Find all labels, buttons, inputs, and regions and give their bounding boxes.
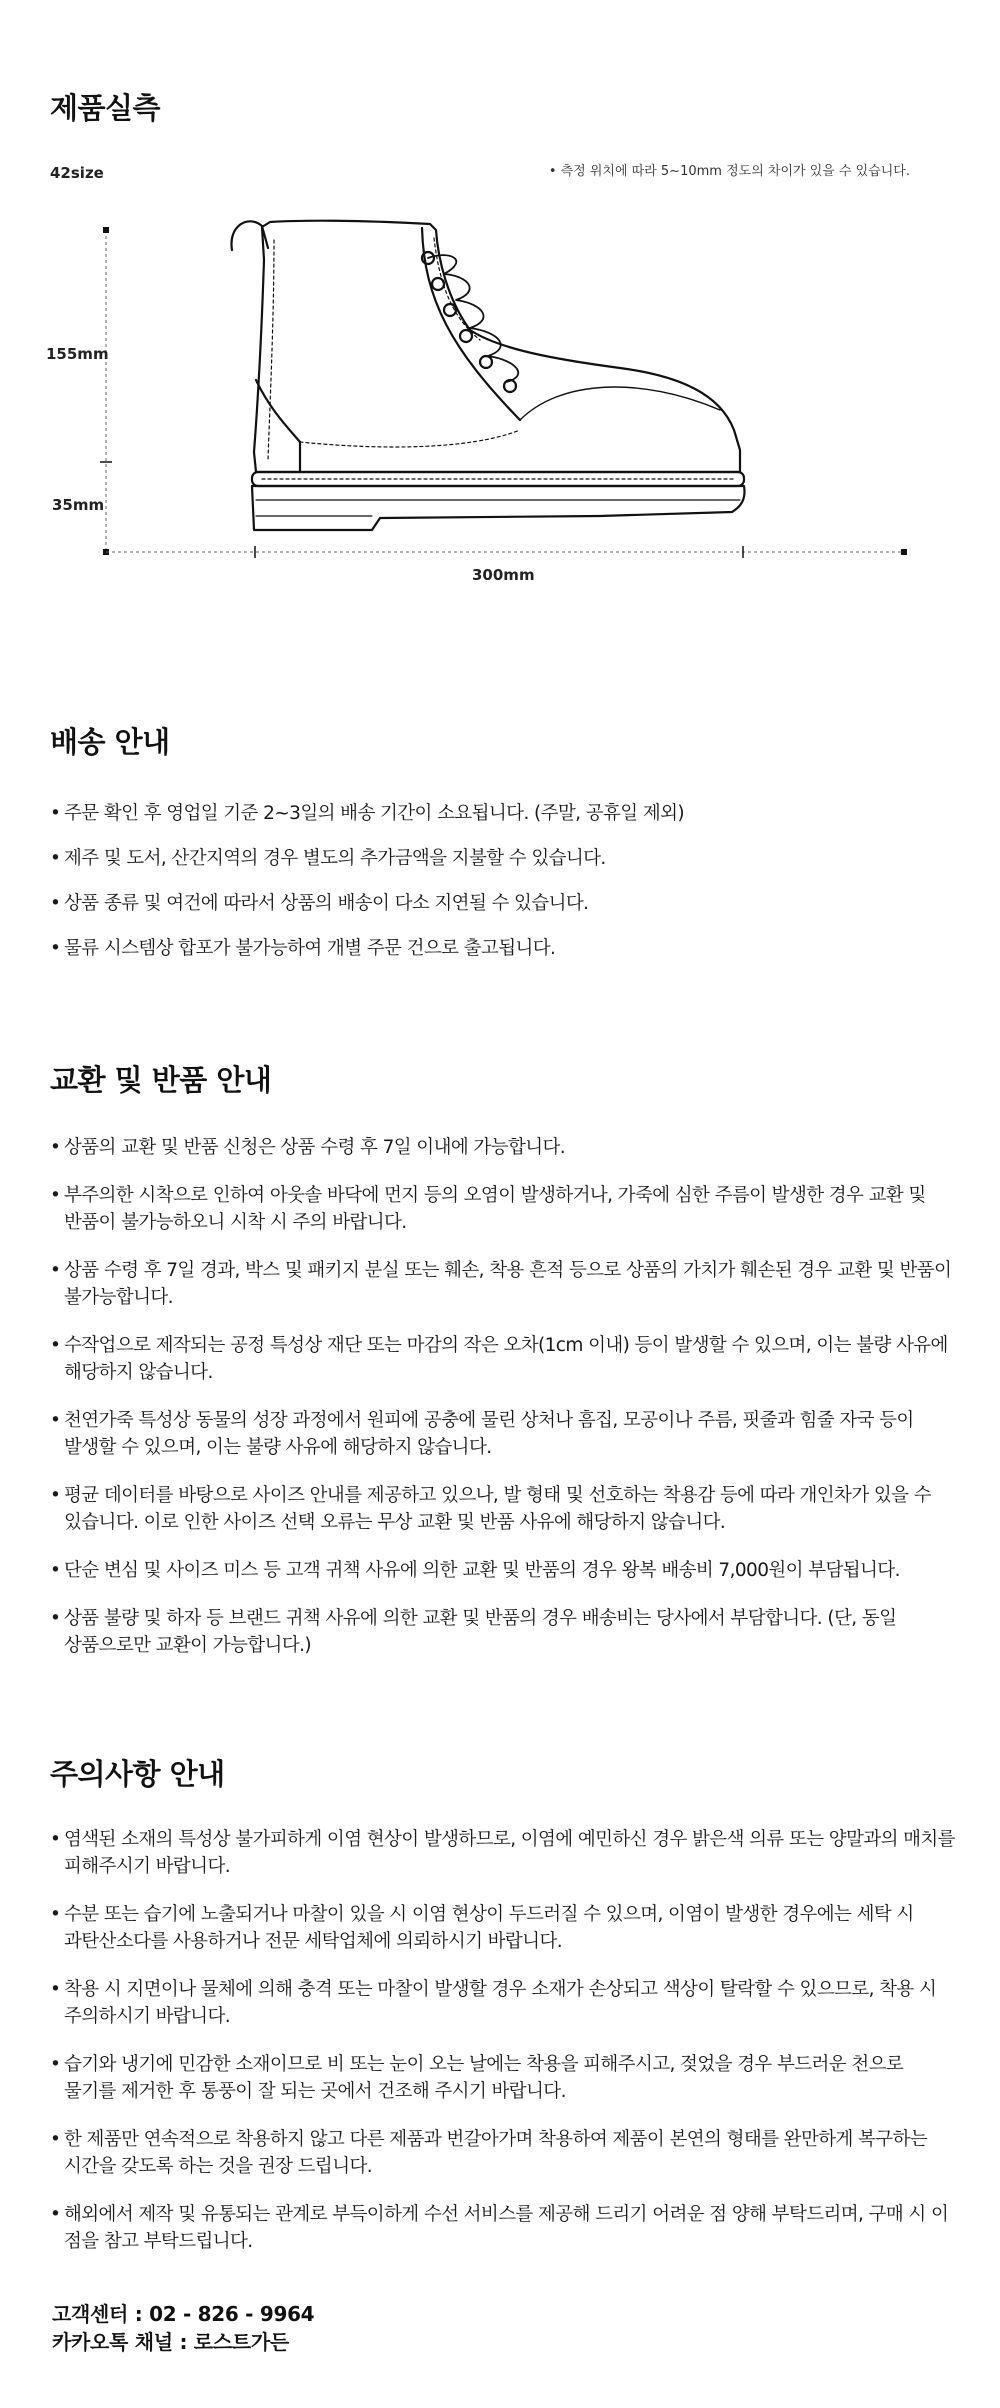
caution-list bbox=[50, 1826, 955, 2255]
list-item: • 해외에서 제작 및 유통되는 관계로 부득이하게 수선 서비스를 제공해 드리기 어려운 점 양해 부탁드리며, 구매 시 이 점을 참고 부탁드립니다. bbox=[50, 2201, 955, 2255]
size-label: 42size bbox=[50, 164, 104, 182]
shipping-list bbox=[50, 800, 955, 962]
list-item: • 평균 데이터를 바탕으로 사이즈 안내를 제공하고 있으나, 발 형태 및 선호하는 착용감 등에 따라 개인차가 있을 수 있습니다. 이로 인한 사이즈 선택 오류는 무상 교환 및 반품 사유에 해당하지 않습니다. bbox=[50, 1482, 955, 1536]
list-item: • 상품 종류 및 여건에 따라서 상품의 배송이 다소 지연될 수 있습니다. bbox=[50, 890, 955, 917]
shipping-title: 배송 안내 bbox=[50, 725, 170, 759]
list-item: • 상품 수령 후 7일 경과, 박스 및 패키지 분실 또는 훼손, 착용 흔적 등으로 상품의 가치가 훼손된 경우 교환 및 반품이 불가능합니다. bbox=[50, 1257, 955, 1311]
kakao-channel: 카카오톡 채널 : 로스트가든 bbox=[52, 2330, 289, 2354]
height-label: 155mm bbox=[46, 345, 109, 363]
measure-title: 제품실측 bbox=[50, 91, 161, 125]
heel-label: 35mm bbox=[52, 496, 105, 514]
length-label: 300mm bbox=[472, 566, 535, 584]
caution-title: 주의사항 안내 bbox=[50, 1757, 225, 1791]
customer-center-phone: 고객센터 : 02 - 826 - 9964 bbox=[52, 2302, 315, 2326]
list-item: • 물류 시스템상 합포가 불가능하여 개별 주문 건으로 출고됩니다. bbox=[50, 935, 955, 962]
boot-outline-icon bbox=[231, 221, 744, 530]
exchange-list bbox=[50, 1134, 955, 1659]
list-item: • 상품 불량 및 하자 등 브랜드 귀책 사유에 의한 교환 및 반품의 경우 배송비는 당사에서 부담합니다. (단, 동일 상품으로만 교환이 가능합니다.) bbox=[50, 1605, 955, 1659]
contact-info bbox=[52, 2300, 314, 2356]
list-item: • 상품의 교환 및 반품 신청은 상품 수령 후 7일 이내에 가능합니다. bbox=[50, 1134, 955, 1161]
list-item: • 부주의한 시착으로 인하여 아웃솔 바닥에 먼지 등의 오염이 발생하거나, 가죽에 심한 주름이 발생한 경우 교환 및 반품이 불가능하오니 시착 시 주의 바랍니다. bbox=[50, 1182, 955, 1236]
boot-diagram bbox=[0, 180, 1000, 620]
list-item: • 수분 또는 습기에 노출되거나 마찰이 있을 시 이염 현상이 두드러질 수 있으며, 이염이 발생한 경우에는 세탁 시 과탄산소다를 사용하거나 전문 세탁업체에 의뢰하시기 바랍니다. bbox=[50, 1901, 955, 1955]
measure-note: • 측정 위치에 따라 5~10mm 정도의 차이가 있을 수 있습니다. bbox=[548, 164, 910, 179]
exchange-title: 교환 및 반품 안내 bbox=[50, 1063, 272, 1097]
list-item: • 단순 변심 및 사이즈 미스 등 고객 귀책 사유에 의한 교환 및 반품의 경우 왕복 배송비 7,000원이 부담됩니다. bbox=[50, 1557, 955, 1584]
list-item: • 제주 및 도서, 산간지역의 경우 별도의 추가금액을 지불할 수 있습니다. bbox=[50, 845, 955, 872]
list-item: • 천연가죽 특성상 동물의 성장 과정에서 원피에 공충에 물린 상처나 흠집, 모공이나 주름, 핏줄과 힘줄 자국 등이 발생할 수 있으며, 이는 불량 사유에 해당하지 않습니다. bbox=[50, 1407, 955, 1461]
list-item: • 수작업으로 제작되는 공정 특성상 재단 또는 마감의 작은 오차(1cm 이내) 등이 발생할 수 있으며, 이는 불량 사유에 해당하지 않습니다. bbox=[50, 1332, 955, 1386]
list-item: • 한 제품만 연속적으로 착용하지 않고 다른 제품과 번갈아가며 착용하여 제품이 본연의 형태를 완만하게 복구하는 시간을 갖도록 하는 것을 권장 드립니다. bbox=[50, 2126, 955, 2180]
list-item: • 염색된 소재의 특성상 불가피하게 이염 현상이 발생하므로, 이염에 예민하신 경우 밝은색 의류 또는 양말과의 매치를 피해주시기 바랍니다. bbox=[50, 1826, 955, 1880]
list-item: • 습기와 냉기에 민감한 소재이므로 비 또는 눈이 오는 날에는 착용을 피해주시고, 젖었을 경우 부드러운 천으로 물기를 제거한 후 통풍이 잘 되는 곳에서 건조해 주시기 바랍니다. bbox=[50, 2051, 955, 2105]
list-item: • 착용 시 지면이나 물체에 의해 충격 또는 마찰이 발생할 경우 소재가 손상되고 색상이 탈락할 수 있으므로, 착용 시 주의하시기 바랍니다. bbox=[50, 1976, 955, 2030]
list-item: • 주문 확인 후 영업일 기준 2~3일의 배송 기간이 소요됩니다. (주말, 공휴일 제외) bbox=[50, 800, 955, 827]
